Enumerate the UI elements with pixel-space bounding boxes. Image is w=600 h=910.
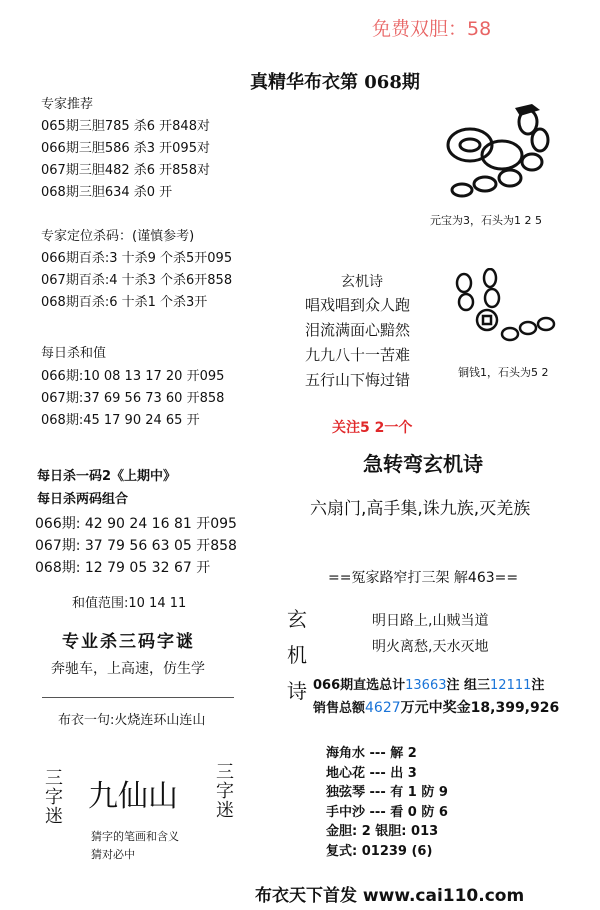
- expert-list: [41, 116, 210, 204]
- kill-two-row: 066期: 42 90 24 16 81 开095: [35, 516, 237, 532]
- clue-line: 地心花 --- 出 3: [326, 765, 417, 781]
- big-answer: 九仙山: [88, 779, 178, 814]
- sum-kill-row: 066期:10 08 13 17 20 开095: [41, 369, 225, 384]
- footer-site: 布衣天下首发 www.cai110.com: [255, 886, 525, 906]
- position-kill-row: 066期百杀:3 十杀9 个杀5开095: [41, 251, 233, 266]
- sum-kill-row: 068期:45 17 90 24 65 开: [41, 413, 200, 428]
- buyi-line: 布衣一句:火烧连环山连山: [58, 713, 206, 728]
- jizhuan-title: 急转弯玄机诗: [363, 452, 483, 476]
- pro-riddle-text: 奔驰车，上高速，仿生学: [51, 661, 205, 677]
- clue-line: 独弦琴 --- 有 1 防 9: [326, 785, 448, 800]
- coin-stone-drawing: [452, 268, 567, 348]
- stats-line-1: [313, 674, 544, 693]
- kill-two-list: [35, 513, 237, 579]
- expert-row: 068期三胆634 杀0 开: [41, 185, 173, 200]
- sanzimi-right: 三字迷: [213, 762, 234, 819]
- poem-line: 唱戏唱到众人跑: [305, 296, 411, 314]
- sum-kill-row: 067期:37 69 56 73 60 开858: [41, 391, 225, 406]
- position-kill-row: 067期百杀:4 十杀3 个杀6开858: [41, 273, 233, 288]
- stats1-mid: 注 组三: [446, 678, 491, 693]
- yuanbao-stone-drawing: [440, 100, 560, 200]
- expert-title: 专家推荐: [41, 97, 94, 112]
- poem-line: 五行山下悔过错: [305, 371, 411, 389]
- riddle-line: ==冤家路窄打三架 解463==: [328, 570, 519, 586]
- position-kill-list: [41, 248, 232, 314]
- clue-list: [326, 742, 448, 859]
- kill-one-title: 每日杀一码2《上期中》: [37, 469, 177, 484]
- free-double-banner: 免费双胆：58: [372, 18, 492, 40]
- pro-riddle-title: 专业杀三码字谜: [62, 632, 195, 652]
- stats2-suffix: 万元中奖金18,399,926: [400, 700, 560, 716]
- kill-two-row: 068期: 12 79 05 32 67 开: [35, 560, 211, 576]
- focus-note: 关注5 2一个: [332, 420, 413, 436]
- clue-line: 复式: 01239 (6): [326, 843, 433, 859]
- xuanji-char: 机: [287, 643, 307, 667]
- clue-line: 金胆: 2 银胆: 013: [326, 824, 439, 839]
- stats1-direct-count: 13663: [405, 678, 447, 693]
- poem-line: 九九八十一苦难: [305, 346, 411, 364]
- jizhuan-text: 六扇门,高手集,诛九族,灭羌族: [310, 499, 531, 519]
- position-kill-title: 专家定位杀码：(谨慎参考): [41, 229, 195, 244]
- clue-line: 手中沙 --- 看 0 防 6: [326, 804, 448, 820]
- position-kill-row: 068期百杀:6 十杀1 个杀3开: [41, 295, 208, 310]
- xuanji-line: 明日路上,山贼当道: [372, 613, 489, 629]
- poem-title: 玄机诗: [341, 274, 383, 290]
- stats-line-2: [313, 697, 559, 717]
- hint-line-1: 猜字的笔画和含义: [91, 830, 179, 843]
- kill-two-row: 067期: 37 79 56 63 05 开858: [35, 538, 237, 554]
- expert-row: 065期三胆785 杀6 开848对: [41, 119, 210, 134]
- expert-row: 067期三胆482 杀6 开858对: [41, 163, 210, 178]
- stats1-prefix: 066期直选总计: [313, 678, 406, 693]
- sanzimi-left: 三字迷: [42, 768, 63, 825]
- sum-range: 和值范围:10 14 11: [72, 596, 187, 611]
- xuanji-char: 玄: [287, 607, 307, 631]
- sum-kill-title: 每日杀和值: [41, 346, 107, 361]
- stats1-group-count: 12111: [490, 678, 532, 693]
- stats2-prefix: 销售总额: [313, 701, 366, 716]
- hint-line-2: 猜对必中: [91, 848, 135, 861]
- sum-kill-list: [41, 366, 224, 432]
- poem-list: [305, 294, 410, 394]
- caption-coin: 铜钱1，石头为5 2: [458, 366, 549, 379]
- divider: [42, 697, 234, 698]
- xuanji-char: 诗: [287, 679, 307, 703]
- poem-line: 泪流满面心黯然: [305, 321, 411, 339]
- expert-row: 066期三胆586 杀3 开095对: [41, 141, 210, 156]
- stats1-suffix: 注: [531, 678, 545, 693]
- page-title: 真精华布衣第 068期: [250, 72, 420, 93]
- caption-yuanbao: 元宝为3，石头为1 2 5: [430, 214, 542, 227]
- xuanji-line: 明火离愁,天水灭地: [372, 639, 489, 655]
- stats2-sales: 4627: [365, 700, 401, 716]
- kill-two-title: 每日杀两码组合: [37, 492, 129, 507]
- clue-line: 海角水 --- 解 2: [326, 746, 417, 761]
